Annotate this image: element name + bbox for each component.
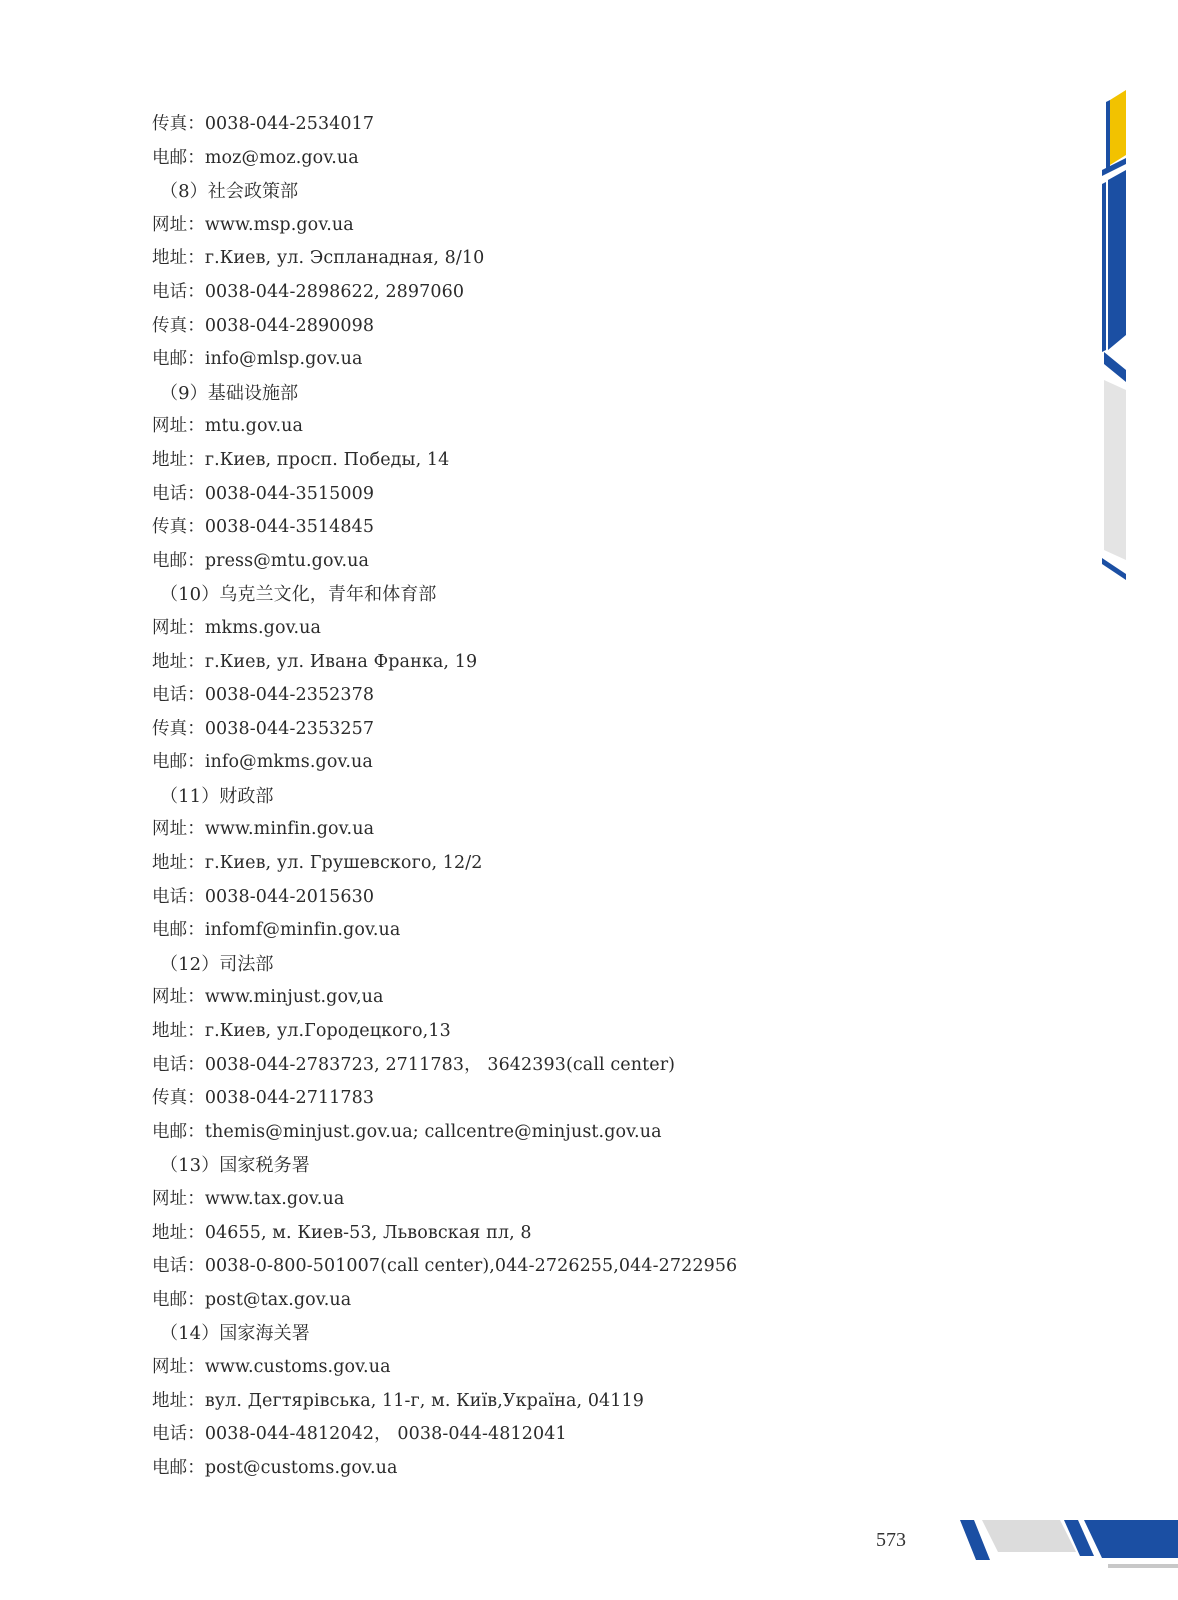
decorative-footer-stripe (960, 1520, 1178, 1580)
field-label: 网址： (152, 1356, 205, 1377)
field-label: 地址： (152, 853, 205, 874)
field-label: 网址： (152, 987, 205, 1008)
contact-line (152, 310, 932, 344)
field-value: info@mlsp.gov.ua (204, 349, 363, 370)
contact-list (152, 108, 932, 1485)
contact-line (152, 108, 932, 142)
contact-line (152, 1284, 932, 1318)
field-value: infomf@minfin.gov.ua (204, 920, 401, 941)
field-value: post@customs.gov.ua (204, 1457, 398, 1478)
contact-line (152, 1351, 932, 1385)
contact-line (152, 1082, 932, 1116)
field-value: г.Киев, просп. Победы, 14 (204, 449, 450, 470)
field-label: 电话： (152, 483, 205, 504)
field-label: 电话： (152, 1256, 205, 1277)
section-title: （12）司法部 (160, 953, 274, 975)
field-value: г.Киев, ул. Ивана Франка, 19 (204, 651, 478, 672)
field-label: 电话： (152, 1424, 205, 1445)
contact-line (152, 209, 932, 243)
field-label: 电邮： (152, 920, 205, 941)
field-value: 0038-044-4812042， 0038-044-4812041 (204, 1424, 567, 1445)
section-title: （11）财政部 (160, 785, 274, 807)
contact-line (152, 142, 932, 176)
field-value: 0038-044-2534017 (204, 114, 375, 134)
field-label: 传真： (152, 1088, 205, 1109)
contact-line (152, 1116, 932, 1150)
contact-line (152, 410, 932, 444)
section-heading (152, 948, 932, 982)
contact-line (152, 1385, 932, 1419)
field-value: 0038-044-2898622, 2897060 (204, 281, 465, 302)
contact-line (152, 1418, 932, 1452)
field-value: www.minfin.gov.ua (204, 819, 375, 840)
section-title: （13）国家税务署 (160, 1155, 310, 1177)
field-label: 网址： (152, 1189, 205, 1209)
contact-line (152, 914, 932, 948)
contact-line (152, 881, 932, 915)
contact-line (152, 444, 932, 478)
field-value: 0038-044-2783723, 2711783， 3642393(call center) (204, 1054, 676, 1075)
contact-line (152, 1250, 932, 1284)
field-value: г.Киев, ул. Грушевского, 12/2 (204, 853, 483, 874)
field-value: г.Киев, ул. Эспланадная, 8/10 (204, 248, 485, 269)
contact-line (152, 242, 932, 276)
field-label: 电邮： (152, 1289, 205, 1310)
field-label: 网址： (152, 819, 205, 840)
contact-line (152, 1183, 932, 1217)
field-label: 电话： (152, 1054, 205, 1075)
field-value: 0038-044-2352378 (204, 685, 375, 706)
field-label: 电邮： (152, 752, 205, 773)
field-value: post@tax.gov.ua (204, 1289, 352, 1310)
field-label: 地址： (152, 1021, 205, 1042)
section-heading (152, 1149, 932, 1183)
field-label: 电话： (152, 886, 205, 907)
field-value: 0038-044-2353257 (204, 718, 375, 739)
contact-line (152, 612, 932, 646)
contact-line (152, 1015, 932, 1049)
contact-line (152, 813, 932, 847)
field-value: 0038-044-3514845 (204, 517, 375, 538)
section-heading (152, 175, 932, 209)
field-label: 电邮： (152, 349, 205, 370)
field-value: www.tax.gov.ua (204, 1189, 345, 1209)
field-value: 0038-044-3515009 (204, 483, 375, 504)
page-number: 573 (876, 1529, 906, 1551)
field-value: 0038-044-2015630 (204, 886, 375, 907)
field-label: 网址： (152, 214, 205, 235)
contact-line (152, 1217, 932, 1251)
contact-line (152, 343, 932, 377)
field-label: 地址： (152, 1390, 205, 1411)
field-label: 地址： (152, 1222, 205, 1243)
field-value: themis@minjust.gov.ua; callcentre@minjust.gov.ua (204, 1121, 662, 1142)
contact-line (152, 276, 932, 310)
contact-line (152, 713, 932, 747)
field-label: 网址： (152, 617, 205, 638)
field-label: 传真： (152, 718, 205, 739)
section-heading (152, 1317, 932, 1351)
field-label: 网址： (152, 416, 205, 437)
field-label: 传真： (152, 517, 205, 538)
section-heading (152, 578, 932, 612)
contact-line (152, 511, 932, 545)
contact-line (152, 545, 932, 579)
decorative-side-stripe (1100, 80, 1130, 600)
contact-line (152, 1049, 932, 1083)
field-label: 地址： (152, 651, 205, 672)
field-label: 电邮： (152, 1457, 205, 1478)
contact-line (152, 1452, 932, 1486)
field-value: 0038-044-2890098 (204, 315, 375, 336)
field-value: г.Киев, ул.Городецкого,13 (204, 1021, 451, 1042)
field-label: 地址： (152, 449, 205, 470)
field-value: press@mtu.gov.ua (204, 550, 370, 571)
contact-line (152, 847, 932, 881)
field-value: 04655, м. Киев-53, Львовская пл, 8 (204, 1222, 532, 1243)
section-title: （10）乌克兰文化，青年和体育部 (160, 584, 437, 606)
field-value: mkms.gov.ua (204, 617, 322, 638)
field-value: www.customs.gov.ua (204, 1356, 391, 1377)
contact-line (152, 478, 932, 512)
contact-line (152, 746, 932, 780)
field-value: info@mkms.gov.ua (204, 752, 373, 773)
contact-line (152, 646, 932, 680)
section-title: （9）基础设施部 (160, 382, 299, 404)
field-value: www.minjust.gov,ua (204, 987, 384, 1008)
field-value: mtu.gov.ua (204, 416, 304, 437)
field-label: 电邮： (152, 550, 205, 571)
field-label: 传真： (152, 114, 205, 134)
field-label: 地址： (152, 248, 205, 269)
field-value: moz@moz.gov.ua (204, 147, 359, 168)
field-value: 0038-0-800-501007(call center),044-2726255,044-2722956 (204, 1256, 738, 1277)
field-value: вул. Дегтярівська, 11-г, м. Київ,Україна, 04119 (204, 1390, 644, 1411)
field-label: 传真： (152, 315, 205, 336)
contact-line (152, 679, 932, 713)
field-value: www.msp.gov.ua (204, 214, 354, 235)
field-label: 电邮： (152, 1121, 205, 1142)
section-heading (152, 780, 932, 814)
section-title: （8）社会政策部 (160, 181, 299, 203)
field-label: 电话： (152, 281, 205, 302)
field-label: 电邮： (152, 147, 205, 168)
section-title: （14）国家海关署 (160, 1323, 310, 1345)
field-value: 0038-044-2711783 (204, 1088, 375, 1109)
contact-line (152, 981, 932, 1015)
section-heading (152, 377, 932, 411)
field-label: 电话： (152, 685, 205, 706)
